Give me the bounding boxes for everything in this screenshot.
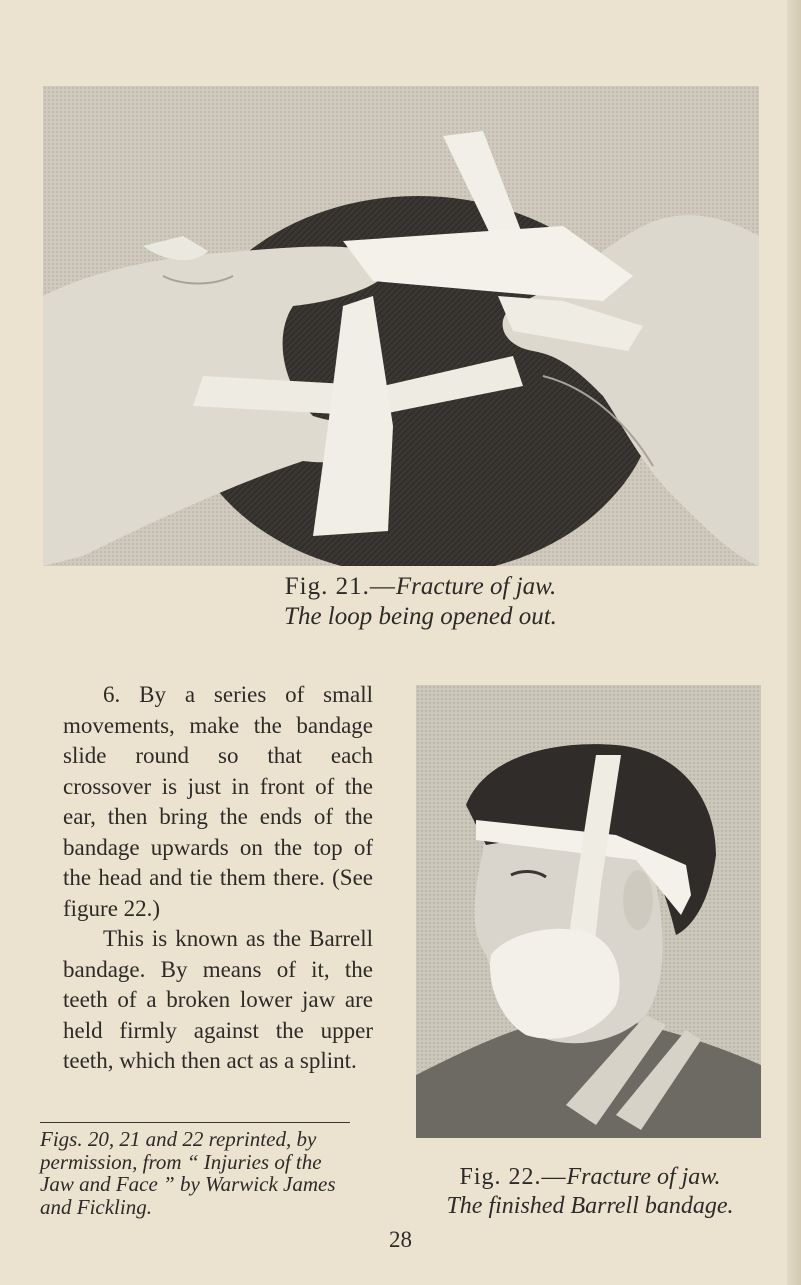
footnote-line: Jaw and Face ” by Warwick James — [40, 1172, 336, 1196]
figure-22-illustration — [416, 685, 761, 1138]
footnote-line: and Fickling. — [40, 1194, 152, 1219]
paragraph-step-6: 6. By a series of small movements, make the bandage slide round so that each crossover is just in front of the ear, then bring the ends of the bandage upwards on the top of the head and tie them there. (See figure 22.) — [63, 682, 373, 921]
footnote-line: Figs. 20, 21 and 22 reprinted, by — [40, 1127, 317, 1151]
figure-21-caption-line2: The loop being opened out. — [284, 603, 557, 630]
footnote-line: permission, from “ Injuries of the — [40, 1149, 322, 1174]
body-text — [63, 680, 373, 1077]
figure-22-caption-line2: The finished Barrell bandage. — [446, 1193, 734, 1219]
page-edge — [787, 0, 801, 1285]
figure-21-photo — [43, 86, 759, 566]
figure-21-caption-line1 — [0, 572, 801, 602]
figure-22-title: Fracture of jaw. — [566, 1164, 721, 1190]
figure-21-title: Fracture of jaw. — [395, 573, 557, 600]
figure-21-label: Fig. 21.— — [284, 573, 396, 600]
figure-22-label: Fig. 22.— — [459, 1164, 567, 1190]
figure-22-photo — [416, 685, 761, 1138]
figure-22-caption-line1 — [410, 1163, 770, 1191]
figure-21-illustration — [43, 86, 759, 566]
footnote — [40, 1128, 365, 1218]
paragraph-barrell: This is known as the Barrell bandage. By means of it, the teeth of a broken lower jaw are held firmly against the upper teeth, which then act as a splint. — [63, 926, 373, 1073]
footnote-rule — [40, 1122, 350, 1123]
page-number: 28 — [389, 1227, 412, 1252]
